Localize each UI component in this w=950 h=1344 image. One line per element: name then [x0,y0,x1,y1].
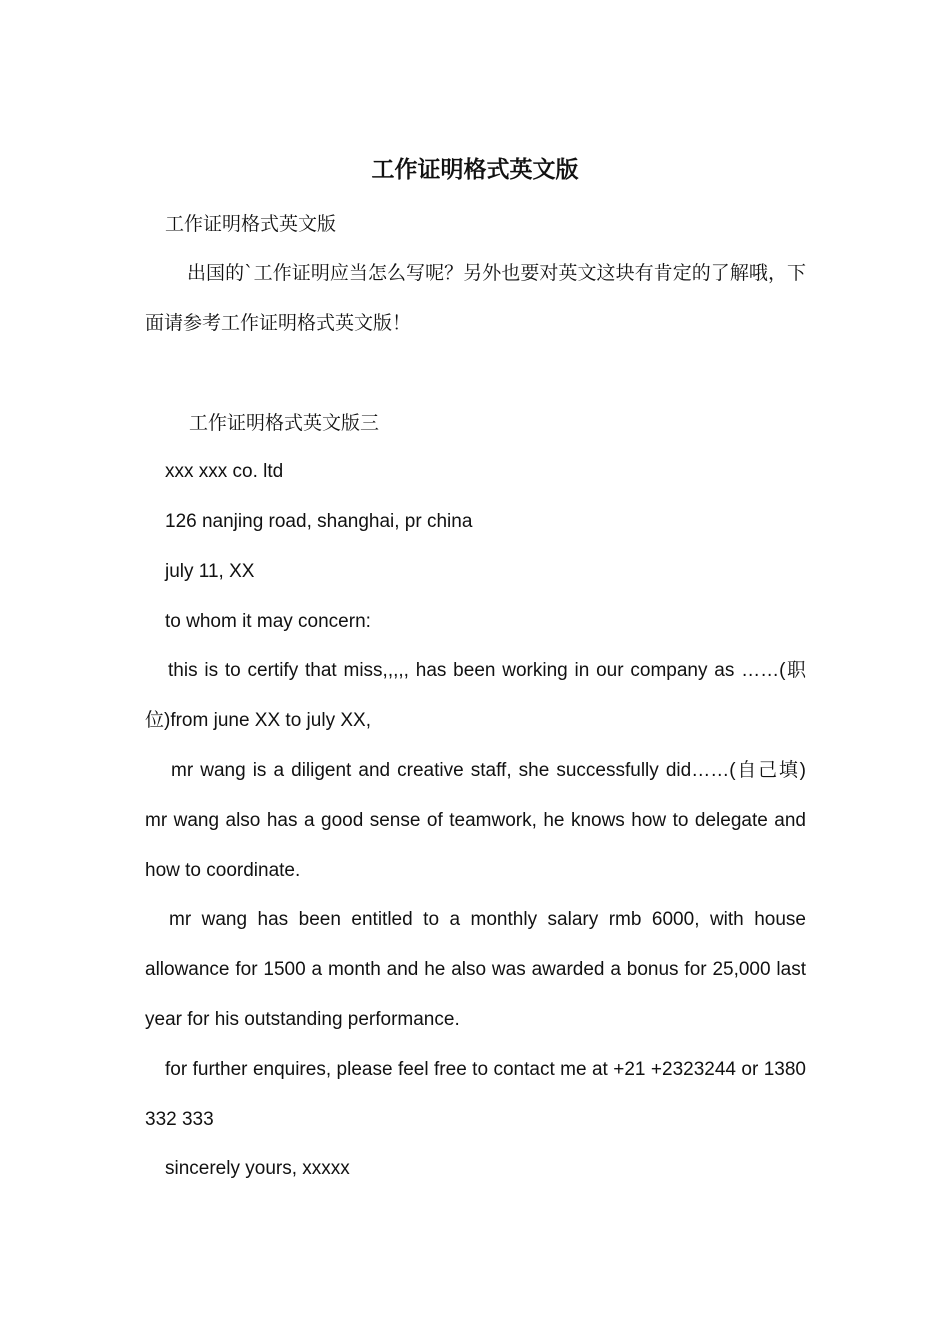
salutation: to whom it may concern: [165,611,371,632]
intro-paragraph: 出国的`工作证明应当怎么写呢？另外也要对英文这块有肯定的了解哦，下面请参考工作证明格式英文版！ [145,262,806,334]
section-heading: 工作证明格式英文版三 [189,412,380,434]
paragraph-salary: mr wang has been entitled to a monthly salary rmb 6000, with house allowance for 1500 a month and he also was awarded a bonus for 25,000 last year for his outstanding performance. [145,909,806,1030]
paragraph-performance: mr wang is a diligent and creative staff, she successfully did……(自己填) mr wang also has a good sense of teamwork, he knows how to delegate and how to coordinate. [145,760,806,881]
closing-signature: sincerely yours, xxxxx [165,1158,350,1179]
paragraph-certification: this is to certify that miss,,,,, has been working in our company as ……(职位)from june XX to july XX, [145,660,806,731]
document-title: 工作证明格式英文版 [371,156,579,183]
company-address: 126 nanjing road, shanghai, pr china [165,511,473,532]
company-name: xxx xxx co. ltd [165,461,284,482]
paragraph-contact: for further enquires, please feel free to contact me at +21 +2323244 or 1380 332 333 [145,1059,806,1130]
letter-date: july 11, XX [165,561,255,582]
document-subtitle: 工作证明格式英文版 [165,213,337,235]
